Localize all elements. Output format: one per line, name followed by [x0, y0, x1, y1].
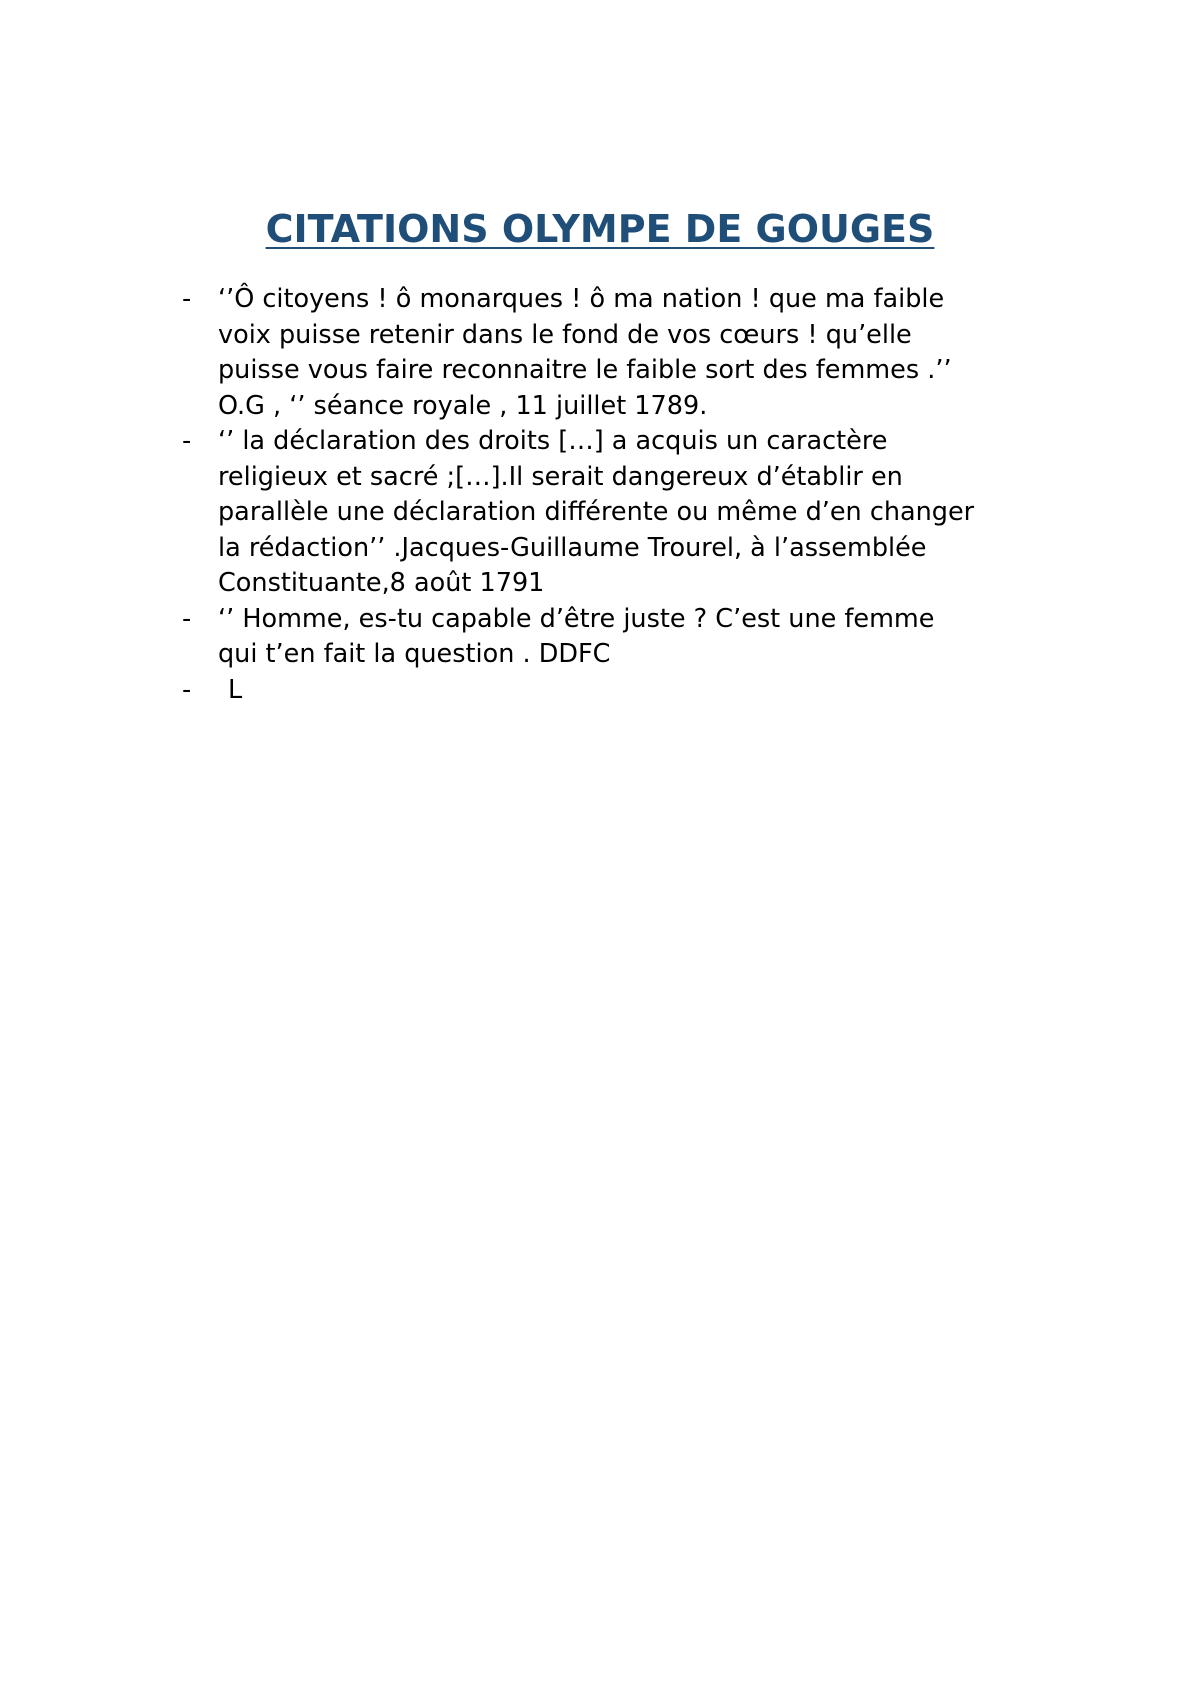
quote-line: ‘’ la déclaration des droits […] a acquis un caractère — [218, 426, 888, 456]
quote-line: qui t’en fait la question . DDFC — [218, 639, 611, 669]
page-title: CITATIONS OLYMPE DE GOUGES — [265, 207, 935, 252]
quote-list — [182, 282, 1082, 708]
list-bullet: - — [182, 426, 192, 456]
quote-item-2 — [182, 424, 1082, 602]
quote-line: voix puisse retenir dans le fond de vos cœurs ! qu’elle — [218, 319, 912, 350]
quote-line: ‘’Ô citoyens ! ô monarques ! ô ma nation ! que ma faible — [218, 284, 945, 314]
quote-line: parallèle une déclaration différente ou même d’en changer — [218, 497, 975, 527]
quote-item-4 — [182, 673, 1082, 709]
list-bullet: - — [182, 603, 192, 634]
list-bullet: - — [182, 284, 192, 314]
quote-line: O.G , ‘’ séance royale , 11 juillet 1789. — [218, 390, 708, 421]
quote-item-1 — [182, 282, 1082, 424]
quote-line: L — [228, 674, 243, 705]
quote-line: ‘’ Homme, es-tu capable d’être juste ? C’est une femme — [218, 603, 935, 634]
quote-item-3 — [182, 602, 1082, 673]
quote-line: la rédaction’’ .Jacques-Guillaume Trourel, à l’assemblée — [218, 532, 927, 563]
quote-line: puisse vous faire reconnaitre le faible sort des femmes .’’ — [218, 355, 952, 385]
quote-line: religieux et sacré ;[…].Il serait dangereux d’établir en — [218, 461, 903, 492]
list-bullet: - — [182, 674, 192, 705]
quote-line: Constituante,8 août 1791 — [218, 568, 545, 598]
